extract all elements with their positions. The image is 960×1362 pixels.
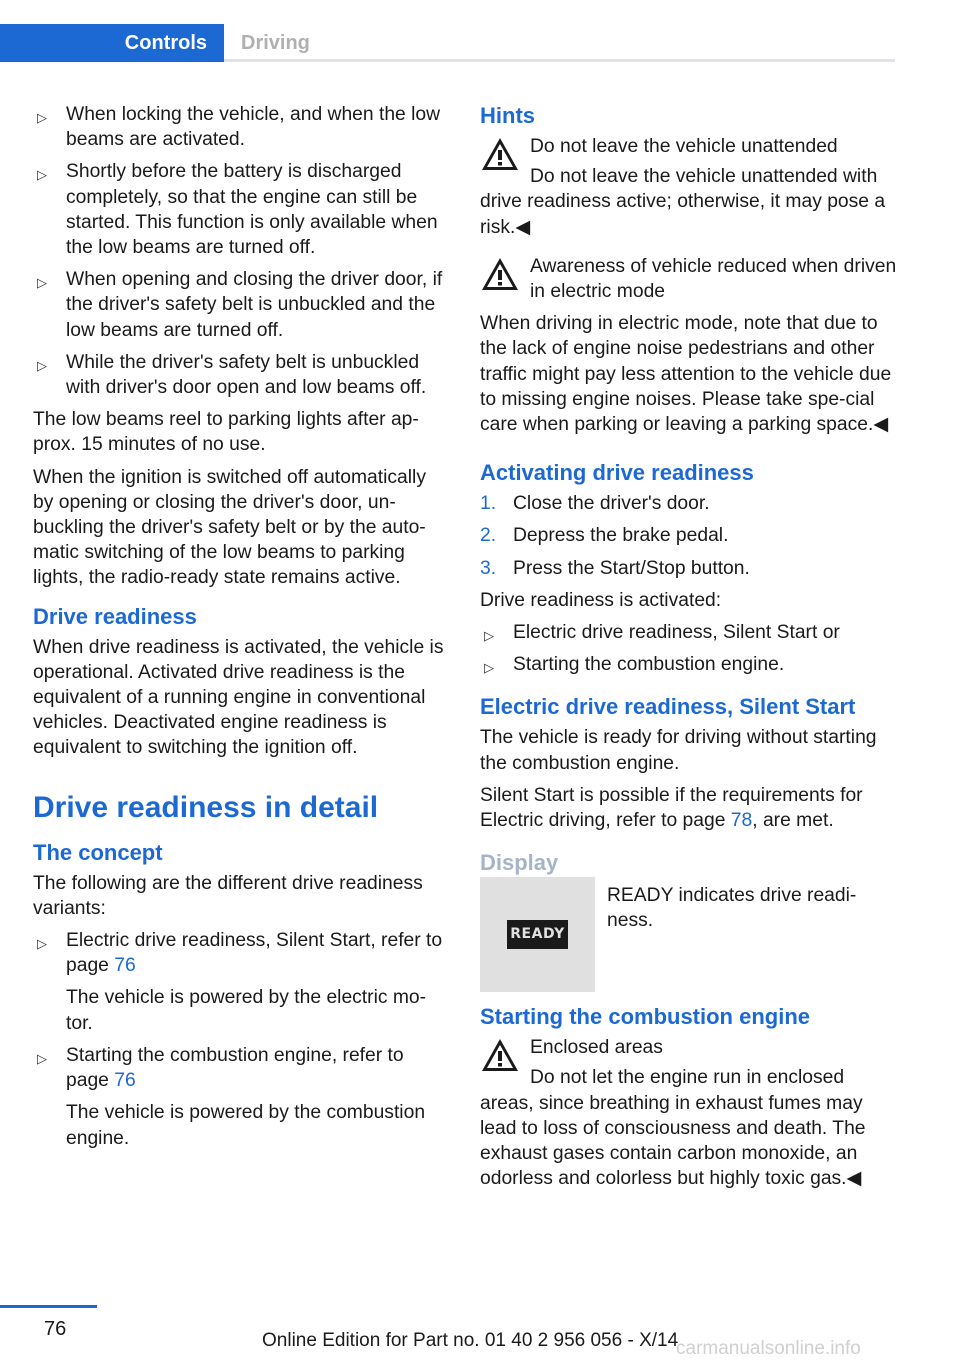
warning-text: Do not leave the vehicle unattended with drive readiness active; otherwise, it may pose a risk.◀ bbox=[480, 166, 886, 238]
list-item: ▷ Starting the combustion engine, refer to page 76 The vehicle is powered by the combustion engine. bbox=[37, 1044, 426, 1149]
triangle-bullet-icon: ▷ bbox=[37, 275, 47, 291]
display-block bbox=[480, 877, 898, 993]
drive-readiness-heading: Drive readiness bbox=[33, 603, 197, 629]
triangle-bullet-icon: ▷ bbox=[37, 936, 47, 952]
radio-ready-paragraph: When the ignition is switched off automatically by opening or closing the driver's door, un‐buckling the driver's safety belt or by the auto‐matic switching of the low beams to parking lights, the radio-ready state remains active. bbox=[33, 466, 426, 589]
warning-triangle-icon bbox=[480, 1037, 520, 1073]
concept-heading: The concept bbox=[33, 839, 163, 865]
ready-indicator: READY bbox=[507, 920, 567, 949]
display-description: READY indicates drive readi‐ness. bbox=[607, 885, 857, 932]
lighting-conditions-list bbox=[33, 102, 445, 400]
right-column bbox=[480, 102, 898, 1198]
warning-title: Awareness of vehicle reduced when driven in electric mode bbox=[530, 255, 897, 303]
triangle-bullet-icon: ▷ bbox=[484, 660, 494, 676]
triangle-bullet-icon: ▷ bbox=[484, 628, 494, 644]
tab-driving[interactable]: Driving bbox=[241, 31, 310, 54]
left-column bbox=[33, 102, 445, 1158]
chapter-heading: Drive readiness in detail bbox=[33, 790, 379, 824]
page-link-78[interactable]: 78 bbox=[730, 810, 753, 832]
warning-triangle-icon bbox=[480, 256, 520, 292]
tab-controls[interactable]: Controls bbox=[0, 24, 224, 62]
warning-triangle-icon bbox=[480, 136, 520, 172]
triangle-bullet-icon: ▷ bbox=[37, 357, 47, 373]
header-bar bbox=[0, 24, 895, 62]
silent-start-paragraph: Silent Start is possible if the requirements for Electric driving, refer to page 78, are met. bbox=[480, 784, 863, 832]
footer-divider bbox=[0, 1305, 97, 1308]
list-item: ▷ Electric drive readiness, Silent Start or bbox=[480, 620, 898, 645]
warning-unattended bbox=[480, 134, 898, 159]
electric-readiness-heading: Electric drive readiness, Silent Start bbox=[480, 694, 856, 720]
page-number: 76 bbox=[44, 1318, 67, 1340]
display-heading: Display bbox=[480, 850, 559, 876]
list-item: 1. Close the driver's door. bbox=[480, 493, 710, 515]
warning-enclosed-areas bbox=[480, 1035, 898, 1060]
list-item: ▷ Shortly before the battery is discharged completely, so that the engine can still be started. This function is only available when the low beams are turned off. bbox=[37, 161, 438, 259]
variants-list bbox=[33, 928, 445, 1151]
list-item: 3. Press the Start/Stop button. bbox=[480, 557, 750, 579]
watermark: carmanualsonline.info bbox=[676, 1338, 861, 1359]
triangle-bullet-icon: ▷ bbox=[37, 1050, 47, 1066]
list-item: 2. Depress the brake pedal. bbox=[480, 525, 729, 547]
list-item: ▷ Starting the combustion engine. bbox=[480, 652, 898, 677]
activated-list bbox=[480, 620, 898, 677]
page-link-76[interactable]: 76 bbox=[114, 955, 136, 977]
edition-note: Online Edition for Part no. 01 40 2 956 056 - X/14 bbox=[262, 1330, 679, 1351]
warning-title: Do not leave the vehicle unattended bbox=[530, 136, 838, 157]
warning-electric-mode bbox=[480, 254, 898, 304]
concept-paragraph: The following are the different drive readiness variants: bbox=[33, 872, 423, 919]
list-item: ▷ Electric drive readiness, Silent Start, refer to page 76 The vehicle is powered by the electric mo‐tor. bbox=[37, 930, 443, 1034]
drive-readiness-paragraph: When drive readiness is activated, the vehicle is operational. Activated drive readiness is the equivalent of a running engine in conventional vehicles. Deactivated engine readiness is equivalent to switching the ignition off. bbox=[33, 636, 444, 759]
page-link-76[interactable]: 76 bbox=[114, 1070, 136, 1092]
electric-readiness-paragraph: The vehicle is ready for driving without starting the combustion engine. bbox=[480, 727, 877, 774]
list-item: ▷ When locking the vehicle, and when the low beams are activated. bbox=[37, 104, 441, 151]
ready-display-image bbox=[480, 877, 595, 992]
triangle-bullet-icon: ▷ bbox=[37, 167, 47, 183]
warning-text: Do not let the engine run in enclosed areas, since breathing in exhaust fumes may lead to loss of consciousness and death. The exhaust gases contain carbon monoxide, an odorless and colorless but highly toxic gas.◀ bbox=[480, 1067, 866, 1190]
warning-title: Enclosed areas bbox=[530, 1037, 663, 1059]
header-divider bbox=[224, 59, 895, 62]
starting-engine-heading: Starting the combustion engine bbox=[480, 1004, 811, 1030]
warning-text: When driving in electric mode, note that due to the lack of engine noise pedestrians and other traffic might pay less attention to the vehicle due to missing engine noises. Please take spe‐cial care when parking or leaving a parking space.◀ bbox=[480, 313, 892, 436]
list-item: ▷ When opening and closing the driver door, if the driver's safety belt is unbuckled and the low beams are turned off. bbox=[37, 269, 443, 341]
triangle-bullet-icon: ▷ bbox=[37, 110, 47, 125]
hints-heading: Hints bbox=[480, 103, 535, 128]
activation-steps bbox=[480, 491, 898, 581]
activating-heading: Activating drive readiness bbox=[480, 460, 754, 486]
parking-lights-paragraph: The low beams reel to parking lights after ap‐prox. 15 minutes of no use. bbox=[33, 409, 419, 456]
activated-paragraph: Drive readiness is activated: bbox=[480, 589, 722, 611]
list-item: ▷ While the driver's safety belt is unbuckled with driver's door open and low beams off. bbox=[37, 351, 427, 399]
